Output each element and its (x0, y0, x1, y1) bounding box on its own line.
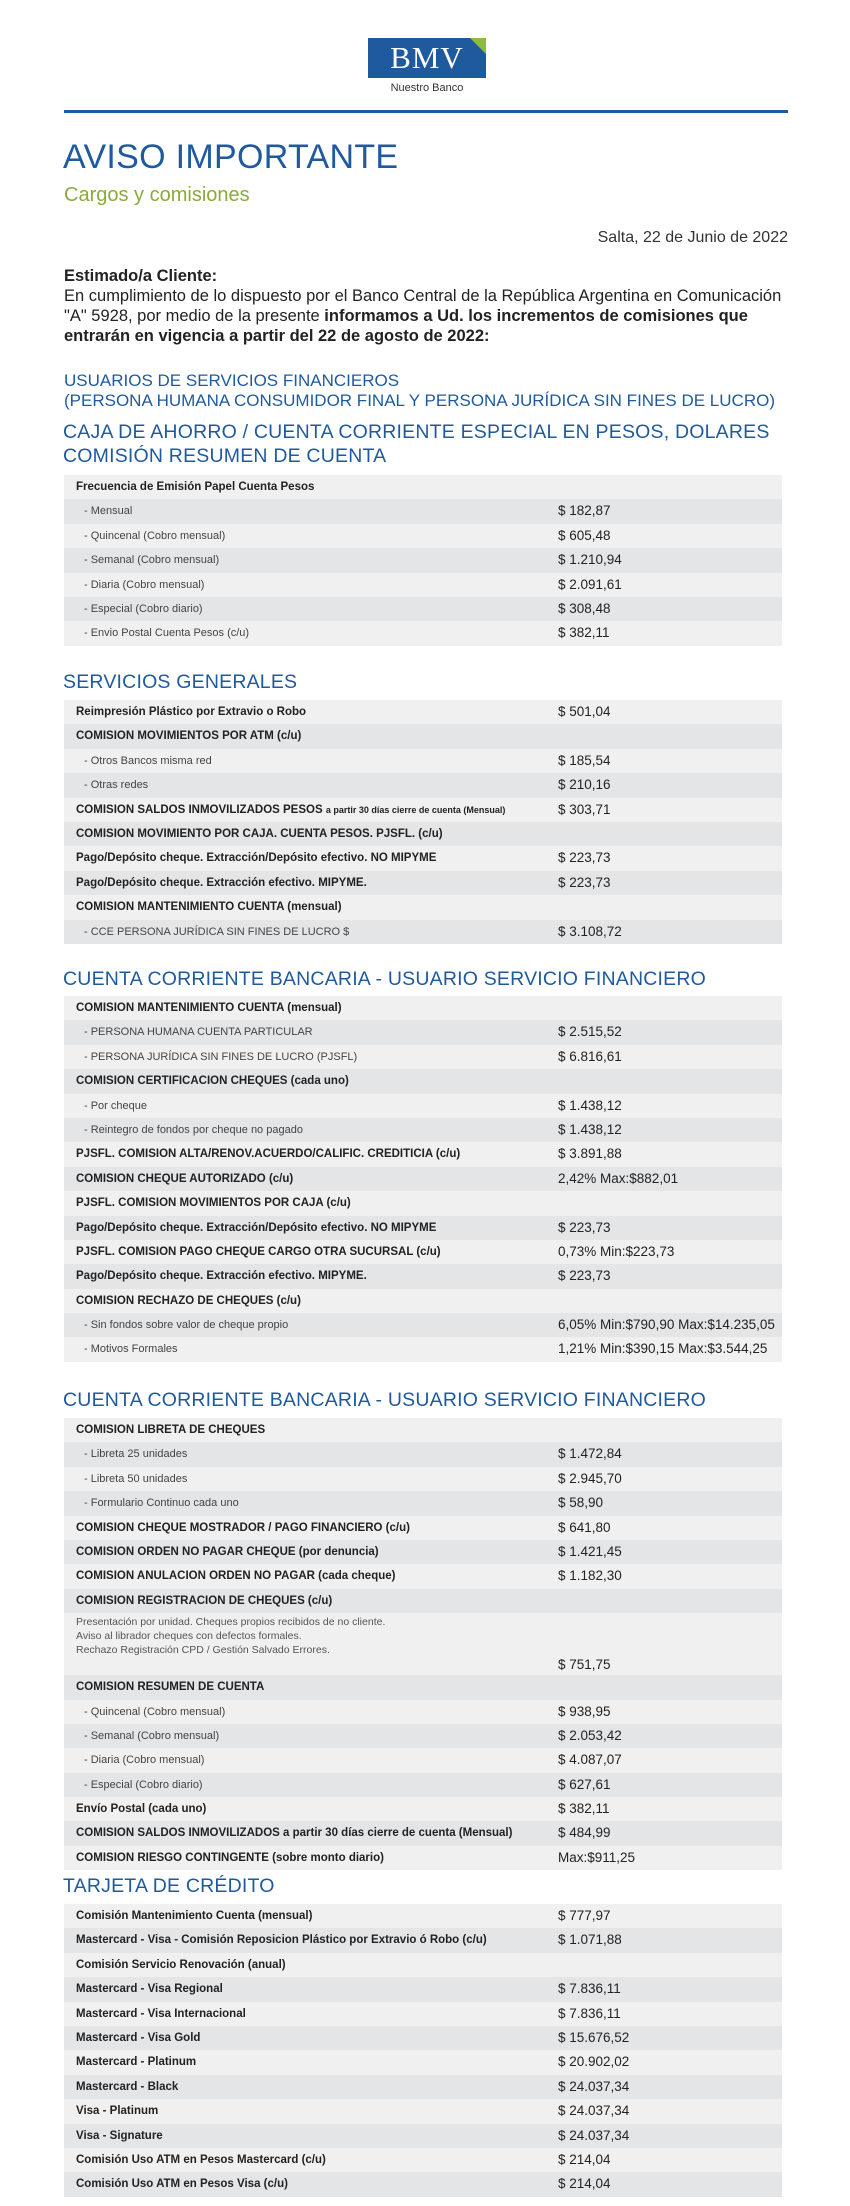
fee-row (64, 2099, 782, 2123)
fee-row (64, 1516, 782, 1540)
fee-label (76, 2148, 326, 2172)
section-title-cuenta-corriente-1: CUENTA CORRIENTE BANCARIA - USUARIO SERVICIO FINANCIERO (63, 968, 707, 990)
intro-paragraph (64, 266, 790, 346)
fee-table-caja-ahorro (64, 475, 782, 646)
fee-label (76, 2124, 163, 2148)
fee-value: $ 3.891,88 (558, 1146, 622, 1162)
fee-row (64, 1191, 782, 1215)
fee-value: $ 223,73 (558, 874, 611, 890)
fee-label-text: COMISION MOVIMIENTO POR CAJA. CUENTA PESOS. PJSFL. (c/u) (76, 827, 443, 840)
fee-label-text: COMISION ANULACION ORDEN NO PAGAR (cada cheque) (76, 1570, 396, 1583)
fee-note-line: Rechazo Registración CPD / Gestión Salvado Errores. (76, 1644, 330, 1657)
intro-text: En cumplimiento de lo dispuesto por el Banco Central de la República Argentina en Comunicación "A" 5928, por medio de la presente (64, 287, 782, 325)
fee-label (84, 499, 132, 523)
fee-label-text: Frecuencia de Emisión Papel Cuenta Pesos (76, 481, 315, 493)
greeting: Estimado/a Cliente: (64, 267, 218, 285)
fee-value: $ 382,11 (558, 1801, 610, 1817)
fee-value: $ 24.037,34 (558, 2103, 630, 2119)
fee-label-text: PJSFL. COMISION ALTA/RENOV.ACUERDO/CALIFIC. CREDITICIA (c/u) (76, 1148, 461, 1161)
fee-value: $ 303,71 (558, 801, 611, 817)
logo-text: BMV (390, 40, 464, 75)
fee-value: $ 777,97 (558, 1908, 611, 1923)
fee-value: $ 15.676,52 (558, 2029, 630, 2045)
fee-label-text: - Semanal (Cobro mensual) (84, 554, 220, 567)
fee-value: $ 1.438,12 (558, 1097, 622, 1113)
fee-row (64, 1167, 782, 1191)
fee-value: 6,05% Min:$790,90 Max:$14.235,05 (558, 1317, 775, 1333)
fee-value: 0,73% Min:$223,73 (558, 1243, 675, 1259)
fee-label (76, 996, 342, 1020)
fee-value: $ 185,54 (558, 752, 611, 768)
fee-label-text: COMISION CHEQUE AUTORIZADO (c/u) (76, 1172, 294, 1185)
fee-row (64, 597, 782, 621)
fee-label-text: COMISION REGISTRACION DE CHEQUES (c/u) (76, 1594, 333, 1607)
fee-label-text: - Libreta 25 unidades (84, 1448, 188, 1461)
fee-value: $ 1.182,30 (558, 1568, 622, 1584)
fee-value: $ 24.037,34 (558, 2127, 630, 2143)
fee-row (64, 1020, 782, 1044)
fee-label (76, 1167, 293, 1191)
fee-label-text: - Semanal (Cobro mensual) (84, 1729, 220, 1742)
section-title-servicios-generales: SERVICIOS GENERALES (63, 671, 298, 693)
fee-value: $ 7.836,11 (558, 1981, 621, 1997)
fee-value: $ 223,73 (558, 850, 611, 866)
fee-label (76, 1797, 206, 1821)
fee-label-text: COMISION MOVIMIENTOS POR ATM (c/u) (76, 730, 302, 743)
fee-label (76, 2075, 178, 2099)
fee-value: $ 223,73 (558, 1219, 611, 1235)
fee-label-text: - Por cheque (84, 1099, 147, 1112)
fee-label (84, 1045, 357, 1069)
fee-label (84, 749, 212, 773)
fee-label-text: COMISION SALDOS INMOVILIZADOS PESOS (76, 803, 323, 816)
fee-label-text: Reimpresión Plástico por Extravio o Robo (76, 706, 307, 718)
fee-value: $ 1.472,84 (558, 1446, 622, 1462)
page-title: AVISO IMPORTANTE (63, 138, 399, 176)
fee-label-text: Visa - Platinum (76, 2105, 159, 2118)
fee-value: $ 2.945,70 (558, 1470, 622, 1486)
fee-row (64, 1977, 782, 2001)
fee-row (64, 621, 782, 645)
fee-label (76, 1675, 264, 1699)
fee-label (76, 1540, 379, 1564)
fee-table-servicios-generales (64, 700, 782, 944)
fee-label-text: - Diaria (Cobro mensual) (84, 578, 205, 591)
fee-label (84, 1020, 313, 1044)
section-title-tarjeta-credito: TARJETA DE CRÉDITO (63, 1875, 275, 1897)
fee-label (84, 1724, 219, 1748)
fee-label-text: Pago/Depósito cheque. Extracción/Depósito efectivo. NO MIPYME (76, 1221, 437, 1234)
fee-label (76, 1516, 410, 1540)
fee-value: $ 308,48 (558, 600, 611, 616)
fee-label (76, 1289, 301, 1313)
fee-row (64, 920, 782, 944)
fee-label-text: Mastercard - Visa Gold (76, 2031, 201, 2044)
fee-label (76, 1904, 312, 1928)
fee-value: $ 210,16 (558, 777, 611, 793)
fee-label-text: - CCE PERSONA JURÍDICA SIN FINES DE LUCRO $ (84, 925, 350, 938)
fee-label-text: - PERSONA HUMANA CUENTA PARTICULAR (84, 1026, 313, 1039)
fee-label-text: COMISION ORDEN NO PAGAR CHEQUE (por denuncia) (76, 1545, 379, 1558)
fee-row (64, 1240, 782, 1264)
fee-value: $ 182,87 (558, 503, 611, 519)
fee-label-text: - Otras redes (84, 779, 149, 792)
fee-label (76, 700, 306, 724)
fee-label (84, 1467, 187, 1491)
fee-label (84, 1700, 225, 1724)
fee-row (64, 1846, 782, 1870)
fee-label-text: Pago/Depósito cheque. Extracción efectivo. MIPYME. (76, 876, 367, 889)
fee-row (64, 2026, 782, 2050)
fee-row (64, 1724, 782, 1748)
fee-row (64, 1467, 782, 1491)
fee-row (64, 1953, 782, 1977)
fee-value: $ 641,80 (558, 1519, 611, 1535)
fee-row (64, 1491, 782, 1515)
fee-label (84, 573, 204, 597)
fee-value: $ 382,11 (558, 625, 610, 641)
fee-label (76, 1142, 460, 1166)
fee-row (64, 2002, 782, 2026)
fee-row (64, 1069, 782, 1093)
fee-label-text: - Quincenal (Cobro mensual) (84, 1705, 226, 1718)
fee-value: $ 1.421,45 (558, 1543, 622, 1559)
fee-row (64, 548, 782, 572)
fee-label-text: - Libreta 50 unidades (84, 1472, 188, 1485)
fee-label (84, 548, 219, 572)
fee-label (84, 621, 249, 645)
fee-label-text: - Quincenal (Cobro mensual) (84, 529, 226, 542)
fee-label (76, 1928, 487, 1952)
fee-row (64, 1613, 782, 1675)
fee-value: $ 1.210,94 (558, 552, 622, 568)
audience-heading (64, 371, 804, 411)
letter-date: Salta, 22 de Junio de 2022 (597, 229, 788, 246)
fee-label-text: COMISION RECHAZO DE CHEQUES (c/u) (76, 1294, 301, 1307)
fee-row (64, 1821, 782, 1845)
fee-label (84, 1773, 203, 1797)
fee-note-line: Presentación por unidad. Cheques propios recibidos de no cliente. (76, 1616, 386, 1629)
fee-label (76, 2026, 200, 2050)
fee-label (84, 1118, 303, 1142)
fee-label-text: Mastercard - Visa Regional (76, 1983, 223, 1996)
intro-bold-text: informamos a Ud. los incrementos de comisiones que entrarán en vigencia a partir del 22 de agosto de 2022: (64, 307, 748, 345)
fee-label (76, 724, 301, 748)
header-divider (64, 110, 788, 113)
fee-row (64, 499, 782, 523)
fee-label (76, 1240, 441, 1264)
fee-label-text: Mastercard - Black (76, 2080, 179, 2093)
fee-table-cuenta-corriente-2 (64, 1418, 782, 1870)
fee-row (64, 1264, 782, 1288)
fee-row (64, 871, 782, 895)
fee-label-text: Comisión Mantenimiento Cuenta (mensual) (76, 1910, 313, 1922)
fee-row (64, 1142, 782, 1166)
fee-label (76, 1589, 332, 1613)
fee-row (64, 524, 782, 548)
fee-label-text: Visa - Signature (76, 2129, 163, 2142)
fee-value: $ 24.037,34 (558, 2078, 630, 2094)
fee-row (64, 1904, 782, 1928)
section-title-cuenta-corriente-2: CUENTA CORRIENTE BANCARIA - USUARIO SERVICIO FINANCIERO (63, 1389, 707, 1411)
fee-row (64, 475, 782, 499)
fee-label (76, 1821, 512, 1845)
fee-row (64, 1216, 782, 1240)
fee-row (64, 2075, 782, 2099)
fee-label-text: COMISION CHEQUE MOSTRADOR / PAGO FINANCIERO (c/u) (76, 1521, 410, 1534)
fee-label (76, 1216, 436, 1240)
fee-row (64, 2124, 782, 2148)
fee-row (64, 749, 782, 773)
fee-value: 1,21% Min:$390,15 Max:$3.544,25 (558, 1341, 768, 1357)
fee-label-text: - Reintegro de fondos por cheque no pagado (84, 1123, 303, 1136)
fee-row (64, 2050, 782, 2074)
fee-value: $ 2.515,52 (558, 1024, 622, 1040)
fee-value: $ 605,48 (558, 527, 611, 543)
fee-label (84, 1748, 204, 1772)
fee-row (64, 1748, 782, 1772)
fee-row (64, 1928, 782, 1952)
fee-label (76, 475, 314, 499)
fee-row (64, 1797, 782, 1821)
fee-label-text: - Especial (Cobro diario) (84, 1778, 203, 1791)
fee-label (76, 895, 342, 919)
fee-label (76, 1418, 265, 1442)
fee-value: $ 6.816,61 (558, 1048, 622, 1064)
fee-row (64, 822, 782, 846)
fee-row (64, 1313, 782, 1337)
fee-value: $ 7.836,11 (558, 2005, 621, 2021)
fee-row (64, 895, 782, 919)
fee-label-text: - Formulario Continuo cada uno (84, 1497, 239, 1510)
fee-label-text: - PERSONA JURÍDICA SIN FINES DE LUCRO (PJSFL) (84, 1050, 358, 1063)
fee-row (64, 798, 782, 822)
fee-label (84, 1337, 178, 1361)
fee-value: $ 2.053,42 (558, 1727, 622, 1743)
fee-label-text: - Otros Bancos misma red (84, 754, 212, 767)
fee-label-text: Comisión Uso ATM en Pesos Visa (c/u) (76, 2178, 288, 2191)
fee-label (76, 798, 505, 822)
fee-value: $ 501,04 (558, 704, 611, 719)
fee-row (64, 700, 782, 724)
fee-label (84, 920, 349, 944)
fee-value: $ 3.108,72 (558, 923, 622, 939)
fee-row (64, 2148, 782, 2172)
fee-value: $ 627,61 (558, 1776, 611, 1792)
fee-label (76, 2050, 196, 2074)
fee-row (64, 1289, 782, 1313)
fee-label-text: - Envio Postal Cuenta Pesos (c/u) (84, 627, 250, 640)
fee-label (76, 1264, 367, 1288)
fee-label (76, 2172, 288, 2196)
fee-label (84, 1313, 288, 1337)
fee-value: Max:$911,25 (558, 1849, 636, 1865)
fee-label (76, 846, 436, 870)
fee-label-text: Pago/Depósito cheque. Extracción/Depósito efectivo. NO MIPYME (76, 852, 437, 865)
fee-value: $ 1.438,12 (558, 1121, 622, 1137)
bank-logo (368, 38, 486, 94)
fee-value: $ 58,90 (558, 1495, 604, 1511)
fee-label (84, 1094, 147, 1118)
page-subtitle: Cargos y comisiones (64, 184, 250, 206)
fee-table-cuenta-corriente-1 (64, 996, 782, 1362)
fee-label-text: COMISION CERTIFICACION CHEQUES (cada uno) (76, 1075, 349, 1088)
fee-value: $ 2.091,61 (558, 576, 622, 592)
fee-label-text: COMISION MANTENIMIENTO CUENTA (mensual) (76, 1002, 342, 1014)
fee-row (64, 1700, 782, 1724)
fee-label-note: a partir 30 días cierre de cuenta (Mensual) (325, 804, 506, 815)
fee-label-text: - Especial (Cobro diario) (84, 602, 203, 615)
fee-label-text: Pago/Depósito cheque. Extracción efectivo. MIPYME. (76, 1270, 367, 1283)
logo-tagline: Nuestro Banco (390, 82, 464, 94)
fee-row (64, 773, 782, 797)
fee-value: $ 214,04 (558, 2176, 611, 2192)
fee-label (84, 1442, 187, 1466)
fee-row (64, 1589, 782, 1613)
fee-table-tarjeta-credito (64, 1904, 782, 2197)
fee-label (76, 1069, 349, 1093)
fee-row (64, 1118, 782, 1142)
logo-mark (368, 38, 486, 78)
fee-row (64, 573, 782, 597)
fee-row (64, 1564, 782, 1588)
fee-label-text: PJSFL. COMISION PAGO CHEQUE CARGO OTRA SUCURSAL (c/u) (76, 1245, 441, 1258)
fee-row (64, 846, 782, 870)
fee-value: $ 1.071,88 (558, 1932, 622, 1948)
fee-value: $ 4.087,07 (558, 1752, 622, 1768)
fee-row (64, 724, 782, 748)
fee-label (84, 773, 148, 797)
fee-label (76, 2099, 158, 2123)
fee-row (64, 1773, 782, 1797)
fee-label (76, 871, 367, 895)
audience-line-1: USUARIOS DE SERVICIOS FINANCIEROS (64, 371, 400, 390)
fee-label-text: Comisión Uso ATM en Pesos Mastercard (c/u) (76, 2153, 326, 2166)
fee-label-text: - Diaria (Cobro mensual) (84, 1754, 205, 1767)
fee-label-text: COMISION SALDOS INMOVILIZADOS a partir 30 días cierre de cuenta (Mensual) (76, 1827, 513, 1840)
fee-row (64, 1418, 782, 1442)
fee-label-text: Mastercard - Visa - Comisión Reposicion Plástico por Extravio ó Robo (c/u) (76, 1934, 487, 1947)
fee-label-text: - Mensual (84, 505, 133, 518)
fee-value: $ 214,04 (558, 2151, 611, 2167)
fee-label-text: COMISION RESUMEN DE CUENTA (76, 1681, 265, 1694)
fee-row (64, 1675, 782, 1699)
fee-label-text: Mastercard - Visa Internacional (76, 2007, 246, 2020)
fee-value: $ 938,95 (558, 1703, 611, 1719)
fee-row (64, 1094, 782, 1118)
fee-value: $ 20.902,02 (558, 2054, 630, 2070)
fee-label-text: COMISION RIESGO CONTINGENTE (sobre monto diario) (76, 1851, 384, 1864)
fee-label-text: COMISION LIBRETA DE CHEQUES (76, 1424, 266, 1436)
fee-label-text: Mastercard - Platinum (76, 2056, 197, 2069)
fee-label (84, 597, 203, 621)
section-title-line-2: COMISIÓN RESUMEN DE CUENTA (63, 445, 387, 467)
fee-row (64, 1045, 782, 1069)
fee-note-line: Aviso al librador cheques con defectos formales. (76, 1630, 302, 1643)
fee-row (64, 1337, 782, 1361)
fee-label (76, 1564, 395, 1588)
fee-label-text: Envío Postal (cada uno) (76, 1803, 207, 1816)
fee-label-text: - Motivos Formales (84, 1343, 178, 1356)
fee-label-text: - Sin fondos sobre valor de cheque propio (84, 1319, 289, 1332)
fee-row (64, 996, 782, 1020)
fee-label (76, 1953, 286, 1977)
section-title-line-1: CAJA DE AHORRO / CUENTA CORRIENTE ESPECIAL EN PESOS, DOLARES (63, 421, 770, 443)
fee-label (76, 2002, 246, 2026)
fee-value: $ 751,75 (558, 1657, 611, 1673)
fee-label-text: COMISION MANTENIMIENTO CUENTA (mensual) (76, 901, 342, 914)
fee-label (76, 1977, 223, 2001)
fee-label (76, 822, 443, 846)
audience-line-2: (PERSONA HUMANA CONSUMIDOR FINAL Y PERSONA JURÍDICA SIN FINES DE LUCRO) (64, 391, 775, 410)
fee-row-note (76, 1615, 556, 1657)
fee-label (84, 524, 225, 548)
fee-label-text: PJSFL. COMISION MOVIMIENTOS POR CAJA (c/u) (76, 1197, 351, 1210)
fee-label (84, 1491, 239, 1515)
logo-corner-accent (470, 38, 486, 54)
fee-value: $ 484,99 (558, 1825, 611, 1841)
fee-value: $ 223,73 (558, 1268, 611, 1284)
fee-row (64, 1442, 782, 1466)
fee-row (64, 1540, 782, 1564)
fee-label (76, 1846, 384, 1870)
fee-row (64, 2172, 782, 2196)
fee-value: 2,42% Max:$882,01 (558, 1170, 679, 1186)
fee-label (76, 1191, 351, 1215)
fee-label-text: Comisión Servicio Renovación (anual) (76, 1958, 286, 1971)
section-title-caja-ahorro (63, 420, 770, 468)
